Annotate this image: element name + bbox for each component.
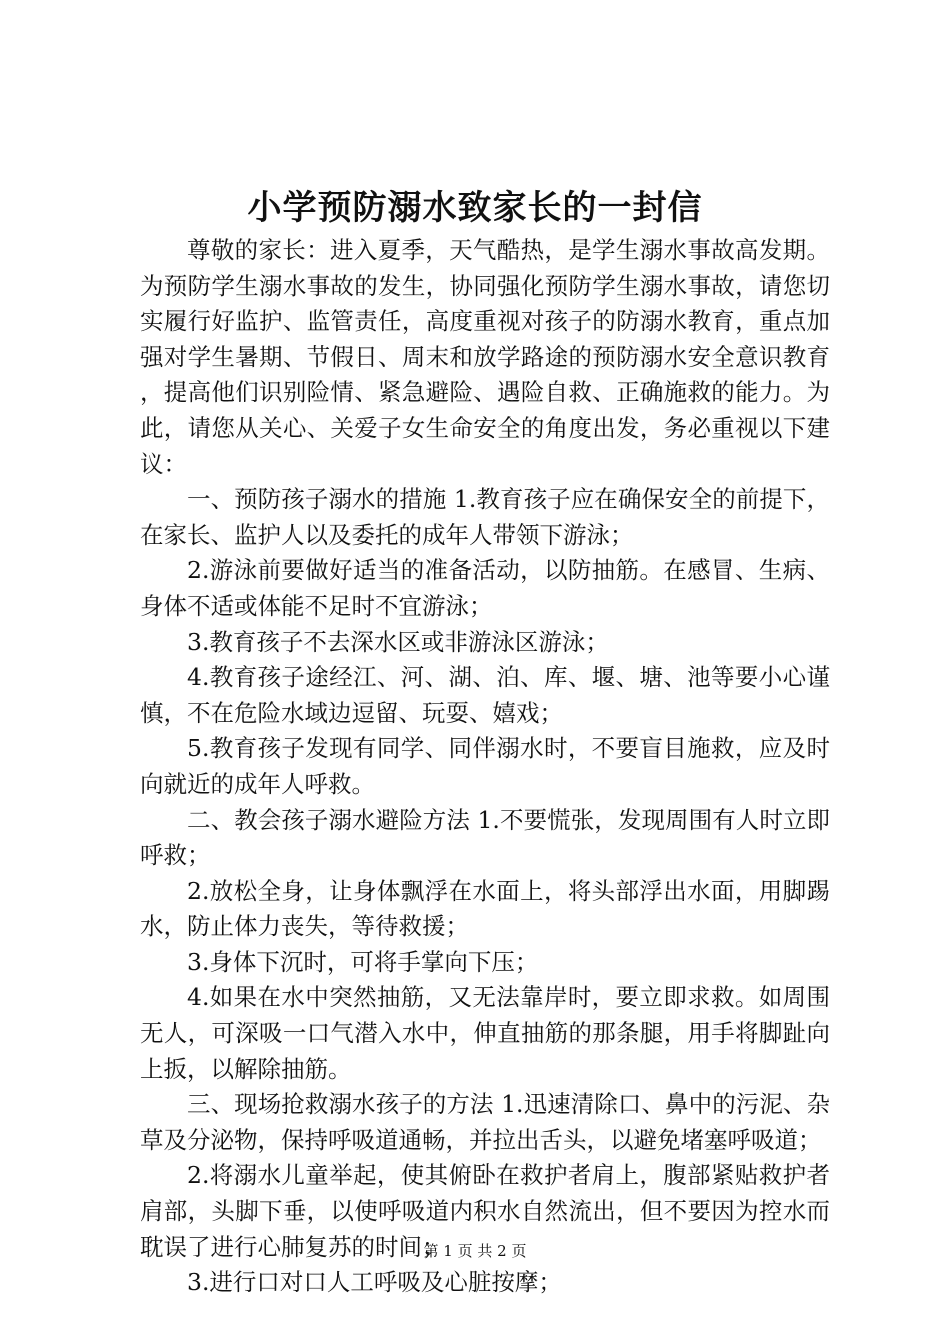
paragraph: 二、教会孩子溺水避险方法 1.不要慌张，发现周围有人时立即呼救；	[140, 805, 830, 870]
paragraph: 三、现场抢救溺水孩子的方法 1.迅速清除口、鼻中的污泥、杂草及分泌物，保持呼吸道通畅，并拉出舌头，以避免堵塞呼吸道；	[140, 1090, 830, 1154]
paragraph: 3.教育孩子不去深水区或非游泳区游泳；	[187, 627, 609, 656]
paragraph: 尊敬的家长：进入夏季，天气酷热，是学生溺水事故高发期。为预防学生溺水事故的发生，协同强化预防学生溺水事故，请您切实履行好监护、监管责任，高度重视对孩子的防溺水教育，重点加强对学生暑期、节假日、周末和放学路途的预防溺水安全意识教育，提高他们识别险情、紧急避险、遇险自救、正确施救的能力。为此，请您从关心、关爱子女生命安全的角度出发，务必重视以下建议：	[140, 236, 830, 478]
paragraph: 2.放松全身，让身体飘浮在水面上，将头部浮出水面，用脚踢水，防止体力丧失，等待救援；	[140, 876, 830, 941]
page-footer: 第 1 页 共 2 页	[423, 1242, 527, 1260]
paragraph: 3.进行口对口人工呼吸及心脏按摩；	[187, 1268, 562, 1297]
paragraph: 3.身体下沉时，可将手掌向下压；	[187, 947, 539, 976]
paragraph: 5.教育孩子发现有同学、同伴溺水时，不要盲目施救，应及时向就近的成年人呼救。	[140, 734, 830, 798]
paragraph: 2.游泳前要做好适当的准备活动，以防抽筋。在感冒、生病、身体不适或体能不足时不宜游泳；	[140, 556, 830, 620]
document-body	[140, 233, 830, 1301]
paragraph: 2.将溺水儿童举起，使其俯卧在救护者肩上，腹部紧贴救护者肩部，头脚下垂，以使呼吸道内积水自然流出，但不要因为控水而耽误了进行心肺复苏的时间；	[140, 1161, 830, 1261]
document-title: 小学预防溺水致家长的一封信	[247, 188, 703, 228]
paragraph: 一、预防孩子溺水的措施 1.教育孩子应在确保安全的前提下，在家长、监护人以及委托的成年人带领下游泳；	[140, 485, 830, 549]
paragraph: 4.如果在水中突然抽筋，又无法靠岸时，要立即求救。如周围无人，可深吸一口气潜入水中，伸直抽筋的那条腿，用手将脚趾向上扳，以解除抽筋。	[140, 983, 830, 1083]
paragraph: 4.教育孩子途经江、河、湖、泊、库、堰、塘、池等要小心谨慎，不在危险水域边逗留、玩耍、嬉戏；	[140, 663, 830, 727]
